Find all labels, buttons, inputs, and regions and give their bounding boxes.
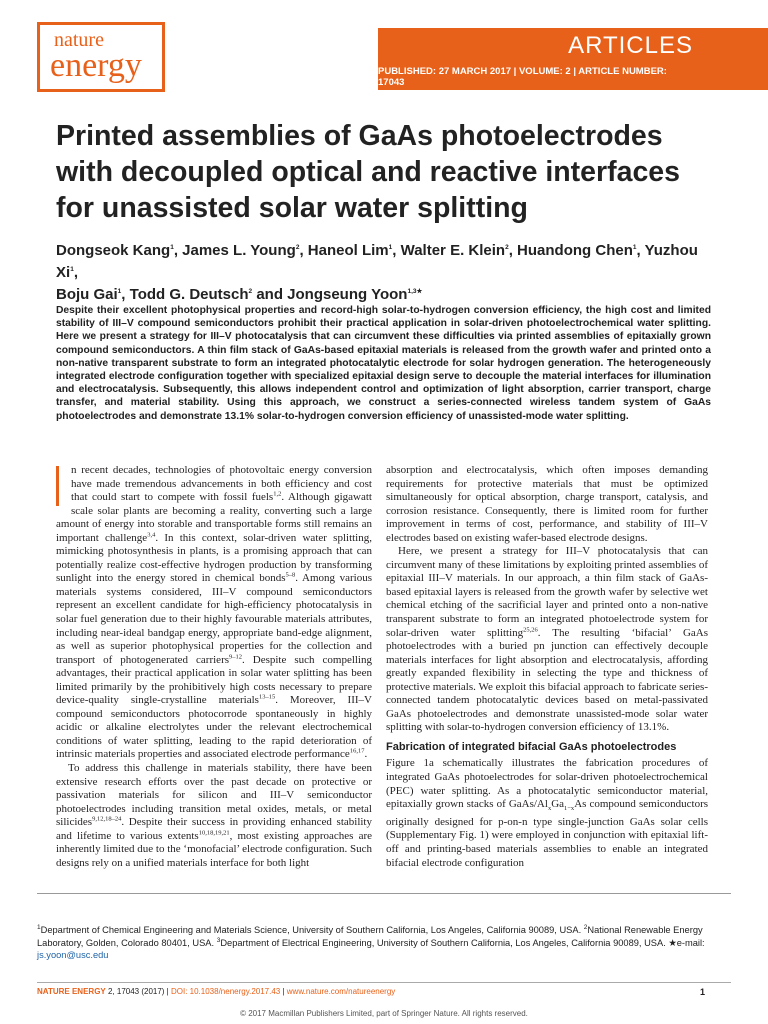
body-column-right — [386, 464, 708, 870]
logo-energy-text: energy — [50, 47, 142, 84]
journal-name: NATURE ENERGY — [37, 987, 106, 996]
abstract: Despite their excellent photophysical properties and record-high solar-to-hydrogen conversion efficiency, the high cost and limited stability of III–V compound semiconductors prohibit their practical application in solar-driven photoelectrochemical water splitting. Here we present a strategy for III–V photocatalysis that can circumvent these difficulties via printed assemblies of epitaxially grown compound semiconductors. A thin film stack of GaAs-based epitaxial materials is released from the growth wafer and printed onto a non-native transparent substrate to form an integrated photocatalytic electrode for solar hydrogen generation. The heterogeneously integrated electrode configuration together with specialized epitaxial design serve to decouple the material interfaces for illumination and electrocatalysis. Subsequently, this allows independent control and optimization of light absorption, carrier transport, charge transfer, and material stability. Using this approach, we construct a series-connected wireless tandem system of GaAs photoelectrodes and demonstrate 13.1% solar-to-hydrogen conversion efficiency of unassisted-mode water splitting. — [56, 305, 711, 422]
author: Jongseung Yoon$^{1,3★}$ — [287, 286, 423, 303]
paragraph: absorption and electrocatalysis, which often imposes demanding requirements for protective materials that must be optimized simultaneously for optical absorption, charge transport, catalysis, and corrosion resistance. Consequently, there is limited room for further improvement in terms of cost, performance, and stability of III–V electrodes based on existing wafer-based electrode designs. — [386, 464, 708, 544]
affiliations: $^1$Department of Chemical Engineering and Materials Science, University of Southern California, Los Angeles, California 90089, USA. $^2$National Renewable Energy Laboratory, Golden, Colorado 80401, USA. $^3$Department of Electrical Engineering, University of Southern California, Los Angeles, California 90089, USA. ★e-mail: js.yoon@usc.edu — [37, 923, 705, 960]
section-label: ARTICLES — [568, 32, 693, 59]
section-banner — [378, 28, 768, 90]
footnote-divider — [37, 893, 731, 894]
article-title: Printed assemblies of GaAs photoelectrodes with decoupled optical and reactive interfaces for unassisted solar water splitting — [56, 120, 681, 224]
author: James L. Young$^2$, — [182, 242, 308, 259]
copyright-notice: © 2017 Macmillan Publishers Limited, part of Springer Nature. All rights reserved. — [240, 1009, 528, 1018]
journal-url-link[interactable]: www.nature.com/natureenergy — [286, 987, 396, 996]
journal-logo — [37, 22, 165, 92]
publication-info: PUBLISHED: 27 MARCH 2017 | VOLUME: 2 | ARTICLE NUMBER: 17043 — [378, 66, 667, 88]
author: Boju Gai$^1$, — [56, 286, 130, 303]
drop-cap-rule — [56, 466, 65, 506]
author: Yuzhou Xi$^1$, — [56, 242, 698, 281]
author: Walter E. Klein$^2$, — [400, 242, 518, 259]
paragraph: Here, we present a strategy for III–V photocatalysis that can circumvent many of these limitations by exploiting printed assemblies of epitaxial III–V materials. In our approach, a thin film stack of GaAs-based epitaxial layers is released from the growth wafer by selective wet chemical etching of the sacrificial layer and printed onto a non-native transparent substrate to form an integrated photoelectrode system for solar-driven water splitting$^{25,26}$. The resulting ‘bifacial’ GaAs photoelectrodes with a buried pn junction can effectively decouple materials interfaces for light absorption and electrocatalysis, affording greatly expanded flexibility in selecting the type and thickness of protective materials. We exploit this bifacial approach to fabricate series-connected tandem photocatalytic devices based on metal-passivated GaAs photoelectrodes and demonstrate unassisted-mode solar water splitting with solar-to-hydrogen conversion efficiency of 13.1%. — [386, 545, 708, 734]
email-link[interactable]: js.yoon@usc.edu — [37, 950, 109, 960]
logo-nature-text: nature — [54, 29, 104, 51]
footer-divider — [37, 982, 731, 983]
paragraph: To address this challenge in materials stability, there have been extensive research efforts over the past decade on protective or passivation materials for silicon and III–V semiconductor photoelectrodes including transition metal oxides, metals, or metal silicides$^{9,12,18-24}$. Despite their success in providing enhanced stability and lifetime to various extents$^{10,18,19,21}$, most existing approaches are inherently limited due to the ‘monofacial’ electrode configuration. Such designs rely on a unified materials interface for both light — [56, 762, 372, 869]
doi-link[interactable]: DOI: 10.1038/nenergy.2017.43 — [170, 987, 281, 996]
page-number: 1 — [700, 987, 706, 997]
paragraph: Figure 1a schematically illustrates the fabrication procedures of integrated GaAs photoelectrodes for solar-driven photoelectrochemical (PEC) water splitting. As a photocatalytic semiconductor material, epitaxially grown stacks of GaAs/$Al_xGa_{1-x}As$ compound semiconductors originally designed for p-on-n type single-junction GaAs solar cells (Supplementary Fig. 1) were employed in conjunction with epitaxial lift-off and printing-based materials assemblies to enable an integrated bifacial electrode configuration — [386, 757, 709, 869]
author: Huandong Chen$^1$, — [517, 242, 645, 259]
author: Dongseok Kang$^1$, — [56, 242, 183, 259]
section-heading: Fabrication of integrated bifacial GaAs photoelectrodes — [386, 740, 677, 753]
author: Todd G. Deutsch$^2$ and — [129, 286, 288, 303]
citation-line: NATURE ENERGY 2, 17043 (2017) | DOI: 10.1038/nenergy.2017.43 | www.nature.com/natureenergy — [37, 987, 396, 996]
author: Haneol Lim$^1$, — [307, 242, 401, 259]
author-list — [56, 240, 716, 306]
body-column-left — [56, 464, 372, 870]
paragraph: n recent decades, technologies of photovoltaic energy conversion have made tremendous advancements in both efficiency and cost that could start to compete with fossil fuels$^{1,2}$. Although gigawatt scale solar plants are becoming a reality, converting such a large amount of energy into storable and transportable forms still remains an important challenge$^{3,4}$. In this context, solar-driven water splitting, mimicking photosynthesis in plants, is a promising approach that can potentially realize cost-effective hydrogen production by transforming sunlight into the energy stored in chemical bonds$^{5-8}$. Among various materials systems considered, III–V compound semiconductors represent an excellent candidate for high-efficiency photocatalysis in solar fuel generation due to their highly favourable materials attributes, including near-ideal bandgap energy, appropriate band-edge alignment, as well as superior photophysical properties for the collection and transport of photogenerated carriers$^{9-12}$. Despite such compelling advantages, their practical application in solar water splitting has been limited primarily by the prohibitively high costs necessary to prepare device-quality single-crystalline materials$^{13-15}$. Moreover, III–V compound semiconductors photocorrode spontaneously in highly acidic or alkaline electrolytes under the relevant electrochemical conditions of water splitting, leading to the rapid deterioration of intrinsic materials properties and associated electrode performance$^{16,17}$. — [56, 464, 372, 761]
